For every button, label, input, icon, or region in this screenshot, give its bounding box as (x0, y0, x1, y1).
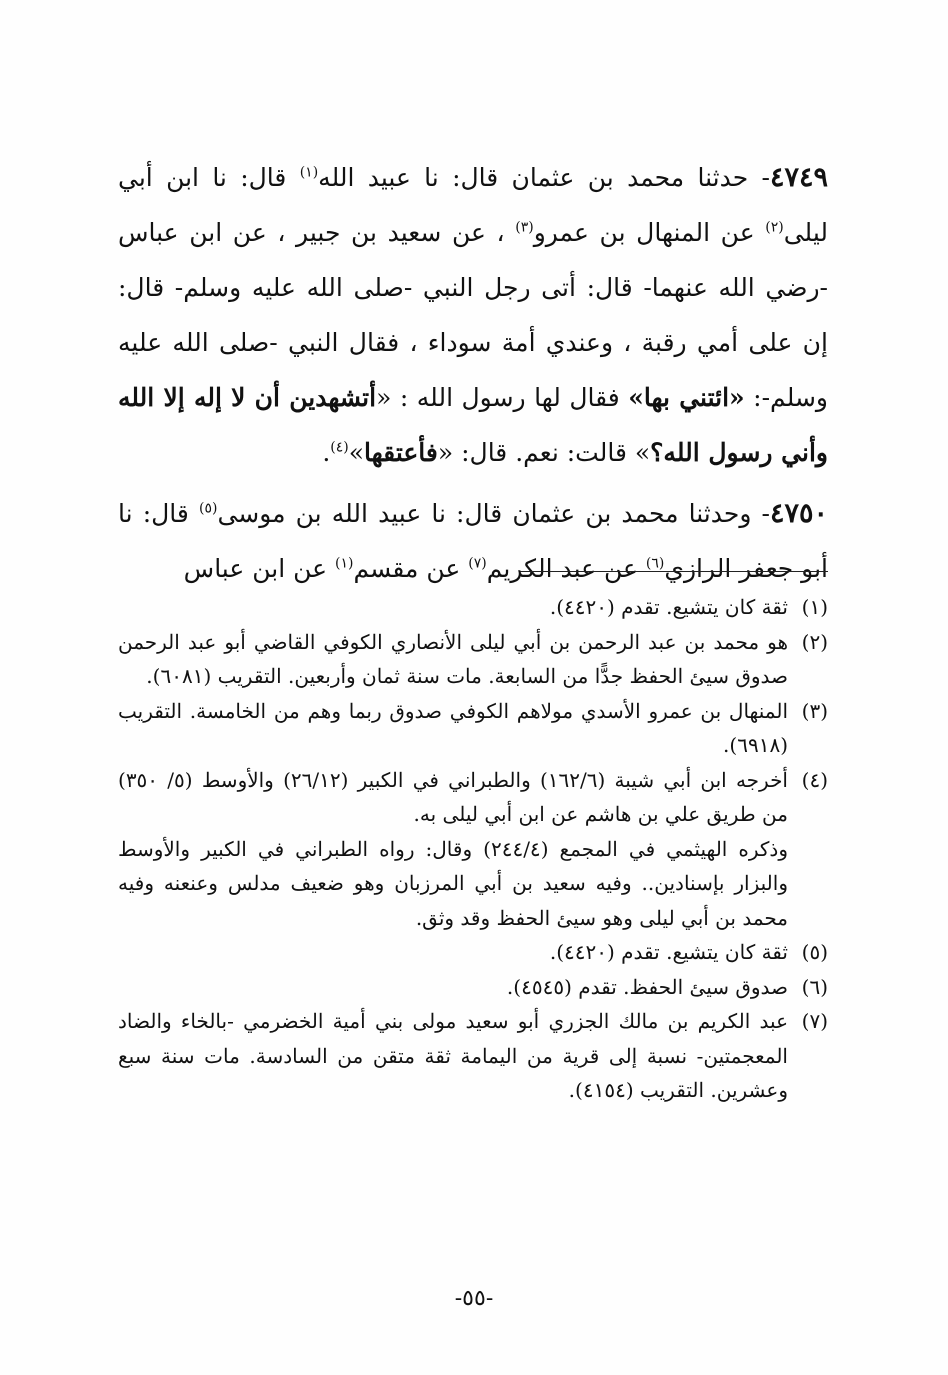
hadith-text: » قالت: نعم. قال: « (437, 438, 651, 467)
footnote-mark: (٣) (515, 219, 534, 236)
footnote-number: (١) (801, 595, 828, 619)
footnote-1 (118, 590, 828, 625)
hadith-text: فقال لها رسول الله : « (376, 383, 629, 412)
footnote-number: (٤) (801, 767, 828, 792)
footnote-text: هو محمد بن عبد الرحمن بن أبي ليلى الأنصاري الكوفي القاضي أبو عبد الرحمن صدوق سيئ الحفظ جدًّا من السابعة. مات سنة ثمان وأربعين. التقريب (٦٠٨١). (118, 629, 788, 688)
hadith-text: - وحدثنا محمد بن عثمان قال: نا عبيد الله بن موسى (217, 499, 770, 528)
hadith-text: قال: نا ابن أبي ليلى (118, 163, 828, 247)
footnote-mark: (٦) (645, 555, 665, 572)
footnote-text: صدوق سيئ الحفظ. تقدم (٤٥٤٥). (506, 974, 788, 999)
footnote-mark: (٢) (765, 219, 784, 236)
hadith-text: . (322, 438, 331, 467)
footnote-text: ثقة كان يتشيع. تقدم (٤٤٢٠). (549, 940, 788, 964)
footnote-text: المنهال بن عمرو الأسدي مولاهم الكوفي صدوق ربما وهم من الخامسة. التقريب (٦٩١٨). (118, 698, 789, 757)
prophetic-quote: «ائتني بها» (628, 383, 745, 412)
hadith-text: قال: نا أبو جعفر الرازي (118, 499, 828, 583)
footnote-mark: (١) (335, 555, 354, 572)
main-text (118, 150, 828, 602)
prophetic-quote: فأعتقها (364, 438, 438, 467)
footnote-mark: (٤) (330, 439, 349, 456)
footnote-number: (٦) (801, 974, 828, 999)
footnote-text: وذكره الهيثمي في المجمع (٢٤٤/٤) وقال: رواه الطبراني في الكبير والأوسط والبزار بإسنادين.. وفيه سعيد بن أبي المرزبان وهو ضعيف مدلس وعنعنه وفيه محمد بن أبي ليلى وهو سيئ الحفظ وقد وثق. (118, 836, 788, 930)
footnote-mark: (٧) (468, 555, 487, 572)
footnote-4-continued (118, 832, 828, 936)
footnote-mark: (٥) (198, 500, 218, 517)
footnote-3 (118, 694, 828, 763)
footnote-number: (٢) (801, 629, 828, 654)
footnote-number: (٧) (801, 1009, 828, 1033)
footnotes (118, 590, 828, 1108)
footnote-6 (118, 970, 828, 1005)
hadith-number: ٤٧٤٩ (769, 162, 828, 193)
hadith-4750 (118, 486, 828, 596)
hadith-text: عن المنهال بن عمرو (533, 218, 766, 247)
footnote-text: أخرجه ابن أبي شيبة (١٦٢/٦) والطبراني في الكبير (٢٦/١٢) والأوسط (٥/ ٣٥٠) من طريق علي بن هاشم عن ابن أبي ليلى به. (118, 767, 788, 826)
hadith-text: » (348, 438, 365, 467)
hadith-text: ، عن سعيد بن جبير ، عن ابن عباس -رضي الله عنهما- قال: أتى رجل النبي -صلى الله عليه وسلم- قال: إن على أمي رقبة ، وعندي أمة سوداء ، فقال النبي -صلى الله عليه وسلم-: (118, 218, 828, 412)
prophetic-quote: أتشهدين أن لا إله إلا الله وأني رسول الله؟ (118, 383, 828, 467)
hadith-text: عن عبد الكريم (486, 554, 646, 583)
footnote-number: (٥) (801, 940, 828, 964)
footnote-divider (520, 571, 828, 572)
footnote-5 (118, 935, 828, 970)
footnote-2 (118, 625, 828, 694)
hadith-text: عن مقسم (353, 554, 469, 583)
footnote-number: (٣) (801, 698, 828, 723)
footnote-text: ثقة كان يتشيع. تقدم (٤٤٢٠). (549, 595, 788, 619)
hadith-number: ٤٧٥٠ (769, 498, 828, 529)
page-number: -٥٥- (454, 1286, 494, 1311)
footnote-4 (118, 763, 828, 832)
hadith-text: عن ابن عباس (183, 554, 335, 583)
hadith-text: - حدثنا محمد بن عثمان قال: نا عبيد الله (318, 163, 770, 192)
hadith-4749 (118, 150, 828, 480)
footnote-mark: (١) (299, 164, 319, 181)
footnote-7 (118, 1004, 828, 1108)
footnote-text: عبد الكريم بن مالك الجزري أبو سعيد مولى بني أمية الخضرمي -بالخاء والضاد المعجمتين- نسبة إلى قرية من اليمامة ثقة متقن من السادسة. مات سنة سبع وعشرين. التقريب (٤١٥٤). (118, 1009, 788, 1102)
